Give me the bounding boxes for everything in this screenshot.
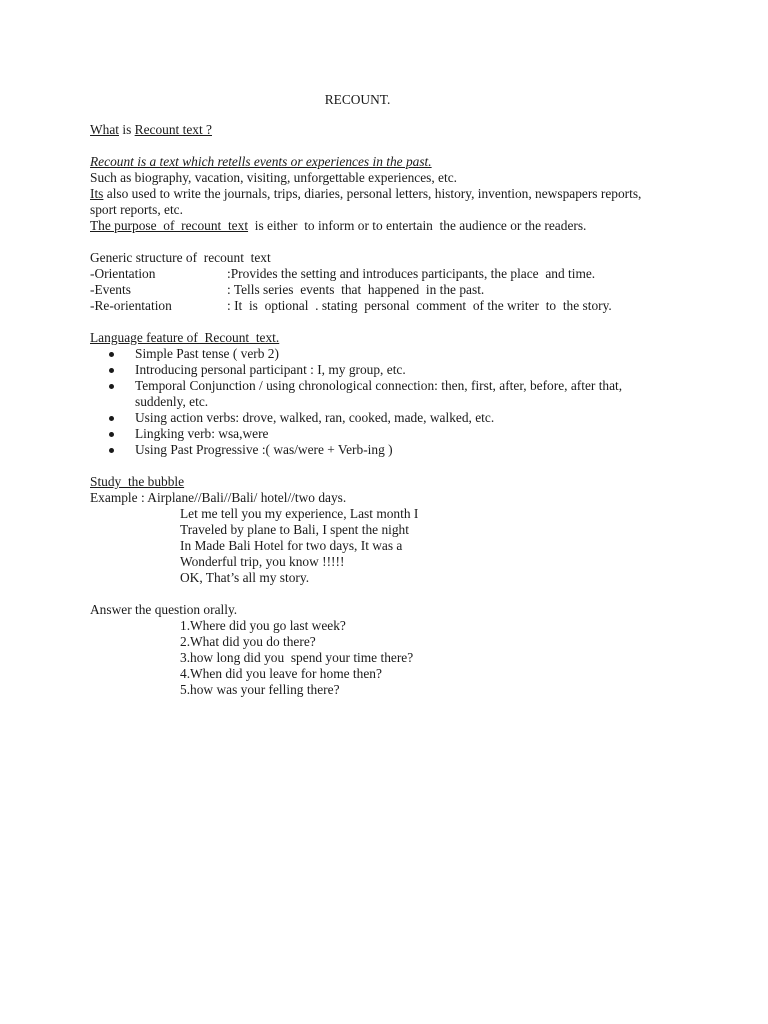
- story-line: In Made Bali Hotel for two days, It was a: [180, 538, 403, 553]
- document-title: RECOUNT.: [324, 92, 391, 107]
- structure-row-reorientation: [90, 298, 690, 314]
- list-item: [90, 378, 655, 410]
- bubble-story: [90, 506, 690, 586]
- list-item-text: Temporal Conjunction / using chronological connection: then, first, after, before, after that, suddenly, etc.: [135, 378, 623, 409]
- question-item: 5.how was your felling there?: [180, 682, 340, 697]
- bullet-icon: [109, 416, 114, 421]
- purpose-rest: is either to inform or to entertain the audience or the readers.: [248, 218, 587, 233]
- heading-recount-text: Recount text ?: [134, 122, 212, 137]
- list-item: [90, 426, 655, 442]
- document-page: [90, 92, 690, 698]
- generic-structure-heading: Generic structure of recount text: [90, 250, 271, 265]
- list-item-text: Using action verbs: drove, walked, ran, cooked, made, walked, etc.: [135, 410, 495, 425]
- structure-term: -Orientation: [90, 266, 156, 281]
- bullet-icon: [109, 432, 114, 437]
- questions-list: [90, 618, 690, 698]
- its-word: Its: [90, 186, 104, 201]
- question-item: 1.Where did you go last week?: [180, 618, 346, 633]
- structure-desc: :Provides the setting and introduces participants, the place and time.: [227, 266, 596, 281]
- bullet-icon: [109, 368, 114, 373]
- questions-heading: Answer the question orally.: [90, 602, 238, 617]
- list-item: [90, 346, 655, 362]
- bullet-icon: [109, 384, 114, 389]
- structure-row-orientation: [90, 266, 690, 282]
- structure-desc: : It is optional . stating personal comment of the writer to the story.: [227, 298, 612, 313]
- study-bubble-heading: Study the bubble: [90, 474, 185, 489]
- structure-row-events: [90, 282, 690, 298]
- question-item: 4.When did you leave for home then?: [180, 666, 382, 681]
- story-line: Let me tell you my experience, Last month I: [180, 506, 419, 521]
- question-item: 2.What did you do there?: [180, 634, 316, 649]
- list-item: [90, 410, 655, 426]
- purpose-text: [90, 218, 690, 234]
- list-item: [90, 362, 655, 378]
- question-item: 3.how long did you spend your time there?: [180, 650, 414, 665]
- language-feature-list: [90, 346, 690, 458]
- definition-text: Recount is a text which retells events or experiences in the past.: [90, 154, 432, 169]
- story-line: OK, That’s all my story.: [180, 570, 310, 585]
- bullet-icon: [109, 448, 114, 453]
- language-feature-heading: Language feature of Recount text.: [90, 330, 280, 345]
- section-heading-what-is: [90, 122, 690, 138]
- structure-term: -Events: [90, 282, 131, 297]
- bubble-example: Example : Airplane//Bali//Bali/ hotel//two days.: [90, 490, 347, 505]
- story-line: Traveled by plane to Bali, I spent the night: [180, 522, 409, 537]
- list-item: [90, 442, 655, 458]
- bullet-icon: [109, 352, 114, 357]
- heading-word-is: is: [119, 122, 135, 137]
- structure-desc: : Tells series events that happened in the past.: [227, 282, 485, 297]
- purpose-underlined: The purpose of recount text: [90, 218, 249, 233]
- list-item-text: Simple Past tense ( verb 2): [135, 346, 279, 361]
- its-also-used-text: [90, 186, 690, 202]
- its-rest: also used to write the journals, trips, diaries, personal letters, history, invention, newspapers reports,: [103, 186, 642, 201]
- such-as-text: Such as biography, vacation, visiting, unforgettable experiences, etc.: [90, 170, 458, 185]
- its-also-used-text-cont: sport reports, etc.: [90, 202, 183, 217]
- list-item-text: Lingking verb: wsa,were: [135, 426, 269, 441]
- story-line: Wonderful trip, you know !!!!!: [180, 554, 345, 569]
- structure-term: -Re-orientation: [90, 298, 172, 313]
- list-item-text: Using Past Progressive :( was/were + Verb-ing ): [135, 442, 393, 457]
- list-item-text: Introducing personal participant : I, my group, etc.: [135, 362, 406, 377]
- heading-word-what: What: [90, 122, 119, 137]
